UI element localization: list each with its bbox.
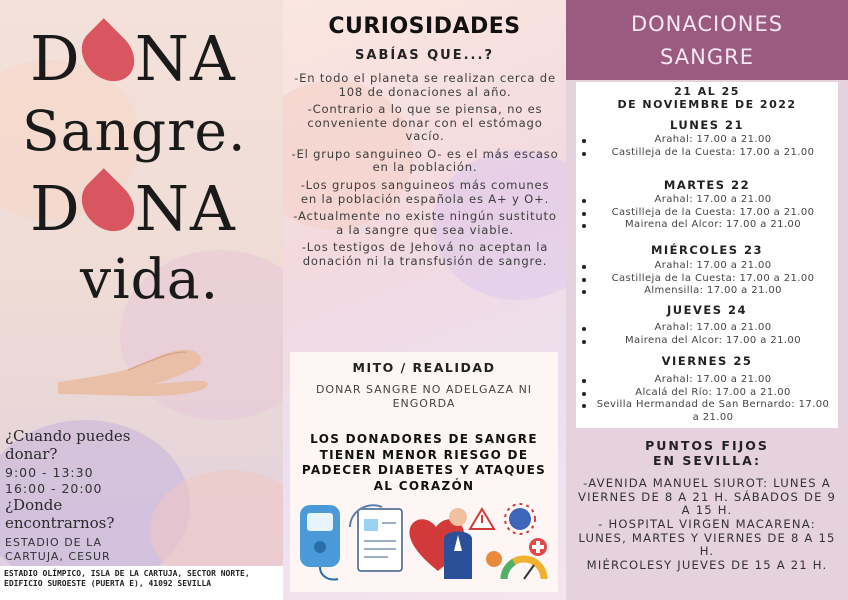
horario-manana: 9:00 - 13:30 [5, 465, 94, 480]
mito-text: DONAR SANGRE NO ADELGAZA NI ENGORDA [315, 383, 533, 411]
fact-item: -Actualmente no existe ningún sustituto a la sangre que sea viable. [293, 209, 557, 237]
doctor-icon [444, 508, 472, 579]
address-bar: ESTADIO OLÍMPICO, ISLA DE LA CARTUJA, SECTOR NORTE, EDIFICIO SUROESTE (PUERTA E), 41092 SEVILLA [0, 566, 283, 600]
panel-dona-sangre [0, 0, 283, 600]
slots-miercoles [582, 260, 834, 298]
donaciones-title: DONACIONES SANGRE [630, 12, 784, 69]
list-item: Almensilla: 17.00 a 21.00 [582, 285, 834, 298]
headline-sangre: Sangre. [22, 99, 247, 163]
day-jueves: JUEVES 24 [666, 303, 748, 317]
day-lunes: LUNES 21 [669, 118, 745, 132]
slots-viernes [582, 374, 834, 424]
schedule-dates: 21 AL 25 DE NOVIEMBRE DE 2022 [617, 85, 797, 112]
donaciones-header [566, 0, 848, 80]
day-martes: MARTES 22 [663, 178, 751, 192]
facts-list [291, 72, 559, 272]
slots-lunes [582, 134, 834, 159]
medical-cross-icon [529, 538, 547, 556]
list-item: Castilleja de la Cuesta: 17.00 a 21.00 [582, 273, 834, 286]
list-item: Arahal: 17.00 a 21.00 [582, 260, 834, 273]
lugar-text: ESTADIO DE LA CARTUJA, CESUR [5, 536, 111, 563]
list-item: Sevilla Hermandad de San Bernardo: 17.00 a 21.00 [582, 399, 834, 424]
day-viernes: VIERNES 25 [661, 354, 753, 368]
hand-illustration [58, 338, 208, 408]
slots-martes [582, 194, 834, 232]
sabias-que-subtitle: SABÍAS QUE...? [355, 48, 494, 63]
panel-donaciones [566, 0, 848, 600]
fact-item: -El grupo sanguineo O- es el más escaso en la población. [291, 146, 559, 175]
puntos-fijos-line: MIÉRCOLESY JUEVES DE 15 A 21 H. [586, 558, 828, 573]
cuando-question: ¿Cuando puedes donar? [5, 427, 131, 463]
gauge-icon [504, 559, 544, 579]
list-item: Alcalá del Río: 17.00 a 21.00 [582, 387, 834, 400]
curiosidades-title: CURIOSIDADES [328, 14, 521, 39]
list-item: Arahal: 17.00 a 21.00 [582, 322, 834, 335]
puntos-fijos-title: PUNTOS FIJOS EN SEVILLA: [645, 438, 769, 468]
list-item: Castilleja de la Cuesta: 17.00 a 21.00 [582, 207, 834, 220]
headline-dona: D NA [30, 26, 236, 90]
mito-realidad-title: MITO / REALIDAD [352, 360, 496, 375]
fact-item: -Los grupos sanguineos más comunes en la población española es A+ y O+. [300, 177, 550, 206]
health-chart-icon [350, 505, 402, 571]
puntos-fijos-line: - HOSPITAL VIRGEN MACARENA: LUNES, MARTES Y VIERNES DE 8 A 15 H. [578, 517, 836, 559]
list-item: Arahal: 17.00 a 21.00 [582, 194, 834, 207]
horario-tarde: 16:00 - 20:00 [5, 481, 103, 496]
headline-dona-2: D NA [30, 176, 236, 240]
fact-item: -En todo el planeta se realizan cerca de 108 de donaciones al año. [294, 71, 556, 99]
puntos-fijos-text [572, 477, 842, 573]
mito-realidad-box [290, 352, 558, 592]
list-item: Castilleja de la Cuesta: 17.00 a 21.00 [582, 147, 834, 160]
puntos-fijos-line: -AVENIDA MANUEL SIUROT: LUNES A VIERNES DE 8 A 21 H. SÁBADOS DE 9 A 15 H. [577, 476, 837, 518]
slots-jueves [582, 322, 834, 347]
warning-icon [470, 509, 494, 529]
list-item: Mairena del Alcor: 17.00 a 21.00 [582, 335, 834, 348]
day-miercoles: MIÉRCOLES 23 [650, 243, 764, 257]
fact-item: -Contrario a lo que se piensa, no es conveniente donar con el estómago vacío. [307, 102, 543, 144]
list-item: Mairena del Alcor: 17.00 a 21.00 [582, 219, 834, 232]
blood-drop-icon [71, 168, 145, 242]
glucometer-icon [300, 505, 340, 580]
donde-question: ¿Donde encontrarnos? [5, 496, 115, 532]
realidad-text: LOS DONADORES DE SANGRE TIENEN MENOR RIESGO DE PADECER DIABETES Y ATAQUES AL CORAZÓN [301, 432, 547, 493]
health-illustration [298, 497, 550, 589]
list-item: Arahal: 17.00 a 21.00 [582, 374, 834, 387]
blood-drop-icon [71, 18, 145, 92]
panel-curiosidades [283, 0, 566, 600]
schedule-box [576, 82, 838, 428]
fact-item: -Los testigos de Jehová no aceptan la donación ni la transfusión de sangre. [301, 240, 549, 268]
list-item: Arahal: 17.00 a 21.00 [582, 134, 834, 147]
headline-vida: vida. [80, 247, 220, 311]
